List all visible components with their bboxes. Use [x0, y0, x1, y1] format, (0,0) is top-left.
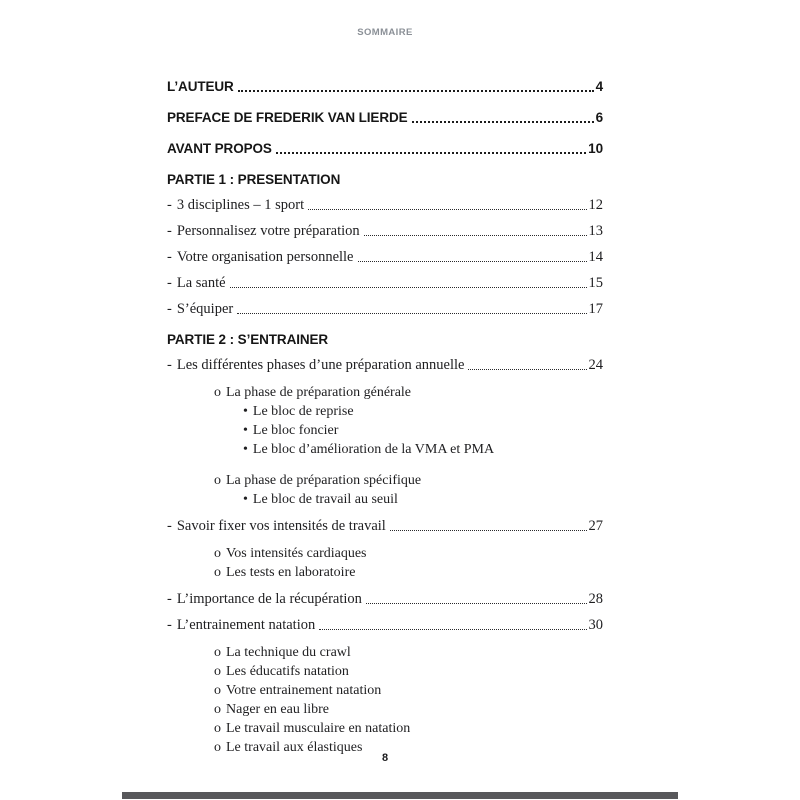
toc-entry-page: 17 — [588, 301, 603, 317]
toc-entry-label: L’AUTEUR — [167, 79, 234, 94]
toc-entry-label: Vos intensités cardiaques — [226, 546, 367, 561]
toc-list — [167, 79, 603, 758]
dotted-leader — [364, 235, 587, 236]
bullet-prefix: - — [167, 591, 172, 607]
toc-entry-label: PARTIE 1 : PRESENTATION — [167, 172, 341, 187]
bullet-prefix: o — [214, 385, 221, 400]
bullet-prefix: - — [167, 223, 172, 239]
bullet-prefix: o — [214, 740, 221, 755]
toc-row-section — [167, 172, 603, 187]
toc-entry-label: L’entrainement natation — [176, 617, 316, 633]
bullet-prefix: - — [167, 357, 172, 373]
toc-entry-page: 24 — [588, 357, 603, 373]
toc-entry-page: 13 — [588, 223, 603, 239]
toc-row-bold — [167, 141, 603, 156]
toc-row-sub — [167, 472, 603, 489]
bullet-prefix: - — [167, 617, 172, 633]
bullet-prefix: - — [167, 275, 172, 291]
toc-row-sub — [167, 644, 603, 661]
bullet-prefix: o — [214, 473, 221, 488]
toc-entry-page: 14 — [588, 249, 603, 265]
toc-row-item — [167, 358, 603, 373]
toc-entry-label: AVANT PROPOS — [167, 141, 272, 156]
toc-row-item — [167, 250, 603, 265]
toc-entry-label: Le travail aux élastiques — [226, 740, 363, 755]
toc-entry-label: Le bloc de travail au seuil — [252, 492, 398, 507]
toc-entry-page: 4 — [595, 79, 603, 94]
toc-entry-label: Les tests en laboratoire — [226, 565, 356, 580]
toc-entry-label: La phase de préparation spécifique — [226, 473, 422, 488]
toc-row-subsub — [167, 422, 603, 439]
bullet-prefix: - — [167, 301, 172, 317]
bullet-prefix: • — [243, 442, 248, 457]
toc-entry-label: Le bloc d’amélioration de la VMA et PMA — [252, 442, 495, 457]
toc-entry-label: PREFACE DE FREDERIK VAN LIERDE — [167, 110, 408, 125]
dotted-leader — [238, 90, 594, 92]
toc-entry-label: 3 disciplines – 1 sport — [176, 197, 305, 213]
toc-entry-page: 27 — [588, 518, 603, 534]
dotted-leader — [319, 629, 586, 630]
toc-entry-page: 15 — [588, 275, 603, 291]
book-page — [122, 0, 680, 800]
toc-row-sub — [167, 720, 603, 737]
toc-row-subsub — [167, 403, 603, 420]
toc-entry-label: La technique du crawl — [226, 645, 351, 660]
toc-entry-label: Votre organisation personnelle — [176, 249, 354, 265]
toc-row-item — [167, 198, 603, 213]
toc-row-sub — [167, 564, 603, 581]
toc-entry-label: Le bloc foncier — [252, 423, 339, 438]
dotted-leader — [237, 313, 586, 314]
toc-row-sub — [167, 682, 603, 699]
dotted-leader — [308, 209, 586, 210]
toc-entry-page: 28 — [588, 591, 603, 607]
toc-row-sub — [167, 545, 603, 562]
bullet-prefix: • — [243, 423, 248, 438]
toc-entry-label: Les éducatifs natation — [226, 664, 349, 679]
dotted-leader — [468, 369, 586, 370]
toc-entry-label: PARTIE 2 : S’ENTRAINER — [167, 332, 329, 347]
toc-row-item — [167, 592, 603, 607]
toc-row-item — [167, 302, 603, 317]
toc-entry-label: Les différentes phases d’une préparation annuelle — [176, 357, 465, 373]
toc-row-item — [167, 519, 603, 534]
dotted-leader — [358, 261, 587, 262]
bullet-prefix: o — [214, 721, 221, 736]
toc-entry-label: Le bloc de reprise — [252, 404, 354, 419]
page-number: 8 — [381, 752, 389, 764]
toc-entry-label: L’importance de la récupération — [176, 591, 362, 607]
toc-row-sub — [167, 701, 603, 718]
bottom-bar — [122, 792, 678, 799]
toc-entry-label: Nager en eau libre — [226, 702, 329, 717]
toc-entry-label: La santé — [176, 275, 226, 291]
dotted-leader — [230, 287, 587, 288]
bullet-prefix: o — [214, 546, 221, 561]
bullet-prefix: o — [214, 683, 221, 698]
toc-row-bold — [167, 110, 603, 125]
bullet-prefix: - — [167, 249, 172, 265]
running-header: SOMMAIRE — [357, 27, 413, 38]
toc-row-item — [167, 276, 603, 291]
bullet-prefix: • — [243, 492, 248, 507]
bullet-prefix: - — [167, 518, 172, 534]
toc-entry-label: S’équiper — [176, 301, 234, 317]
toc-entry-label: La phase de préparation générale — [226, 385, 412, 400]
bullet-prefix: - — [167, 197, 172, 213]
toc-entry-page: 6 — [595, 110, 603, 125]
toc-entry-page: 30 — [588, 617, 603, 633]
bullet-prefix: o — [214, 702, 221, 717]
toc-entry-label: Savoir fixer vos intensités de travail — [176, 518, 386, 534]
dotted-leader — [390, 530, 587, 531]
dotted-leader — [412, 121, 594, 123]
toc-row-item — [167, 224, 603, 239]
toc-entry-page: 12 — [588, 197, 603, 213]
toc-entry-label: Le travail musculaire en natation — [226, 721, 411, 736]
toc-row-subsub — [167, 491, 603, 508]
bullet-prefix: o — [214, 645, 221, 660]
dotted-leader — [276, 152, 586, 154]
bullet-prefix: • — [243, 404, 248, 419]
dotted-leader — [366, 603, 587, 604]
toc-row-section — [167, 332, 603, 347]
toc-entry-label: Personnalisez votre préparation — [176, 223, 360, 239]
toc-row-subsub — [167, 441, 603, 458]
toc-row-bold — [167, 79, 603, 94]
toc-entry-label: Votre entrainement natation — [226, 683, 382, 698]
toc-row-sub — [167, 663, 603, 680]
bullet-prefix: o — [214, 664, 221, 679]
toc-row-item — [167, 618, 603, 633]
toc-row-sub — [167, 384, 603, 401]
bullet-prefix: o — [214, 565, 221, 580]
toc-entry-page: 10 — [588, 141, 603, 156]
